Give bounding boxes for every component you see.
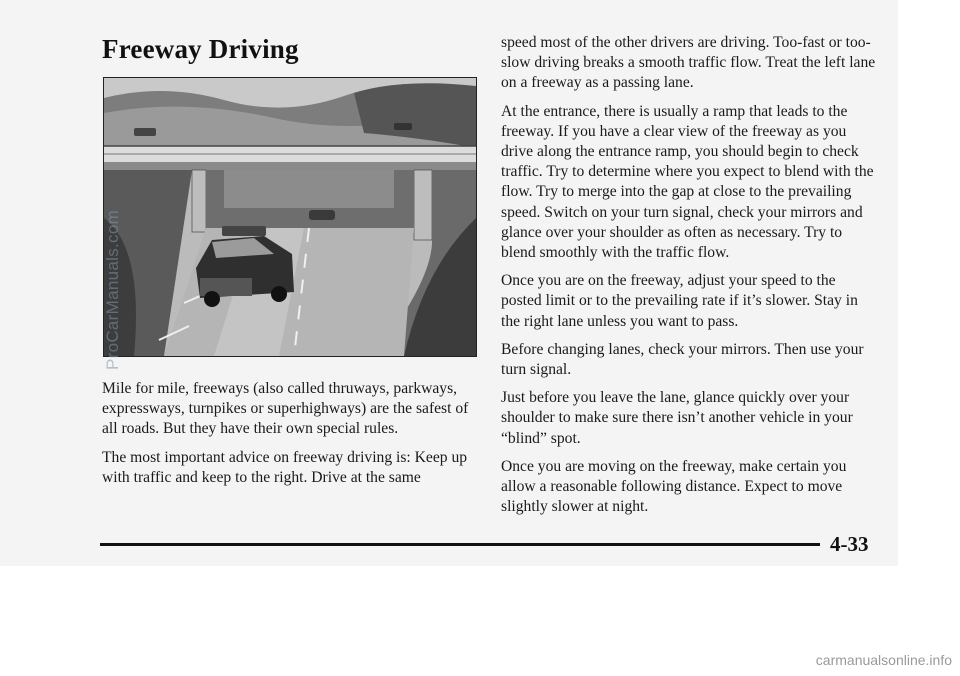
left-column [102,379,480,496]
page-number: 4-33 [830,532,869,556]
section-title: Freeway Driving [102,34,299,64]
paragraph: speed most of the other drivers are driving. Too-fast or too-slow driving breaks a smooth traffic flow. Treat the left lane on a freeway as a passing lane. [501,34,876,92]
footer-site-link[interactable]: carmanualsonline.info [815,652,952,668]
footer-rule [100,543,820,546]
watermark-text: ProCarManuals.com [103,209,122,370]
paragraph: Once you are on the freeway, adjust your speed to the posted limit or to the prevailing rate if it’s slower. Stay in the right lane unless you want to pass. [501,272,858,330]
paragraph: The most important advice on freeway driving is: Keep up with traffic and keep to the right. Drive at the same [102,448,468,486]
right-column [501,33,879,525]
paragraph: Just before you leave the lane, glance quickly over your shoulder to make sure there isn’t another vehicle in your “blind” spot. [501,389,853,447]
paragraph: At the entrance, there is usually a ramp that leads to the freeway. If you have a clear view of the freeway as you drive along the entrance ramp, you should begin to check traffic. Try to determine where you expect to blend with the flow. Try to merge into the gap at close to the prevailing speed. Switch on your turn signal, check your mirrors and glance over your shoulder as often as necessary. Try to blend smoothly with the traffic flow. [501,102,874,262]
freeway-illustration [103,77,477,357]
paragraph: Once you are moving on the freeway, make certain you allow a reasonable following distance. Expect to move slightly slower at night. [501,457,847,516]
paragraph: Before changing lanes, check your mirrors. Then use your turn signal. [501,340,864,379]
paragraph: Mile for mile, freeways (also called thruways, parkways, expressways, turnpikes or superhighways) are the safest of all roads. But they have their own special rules. [102,380,469,438]
